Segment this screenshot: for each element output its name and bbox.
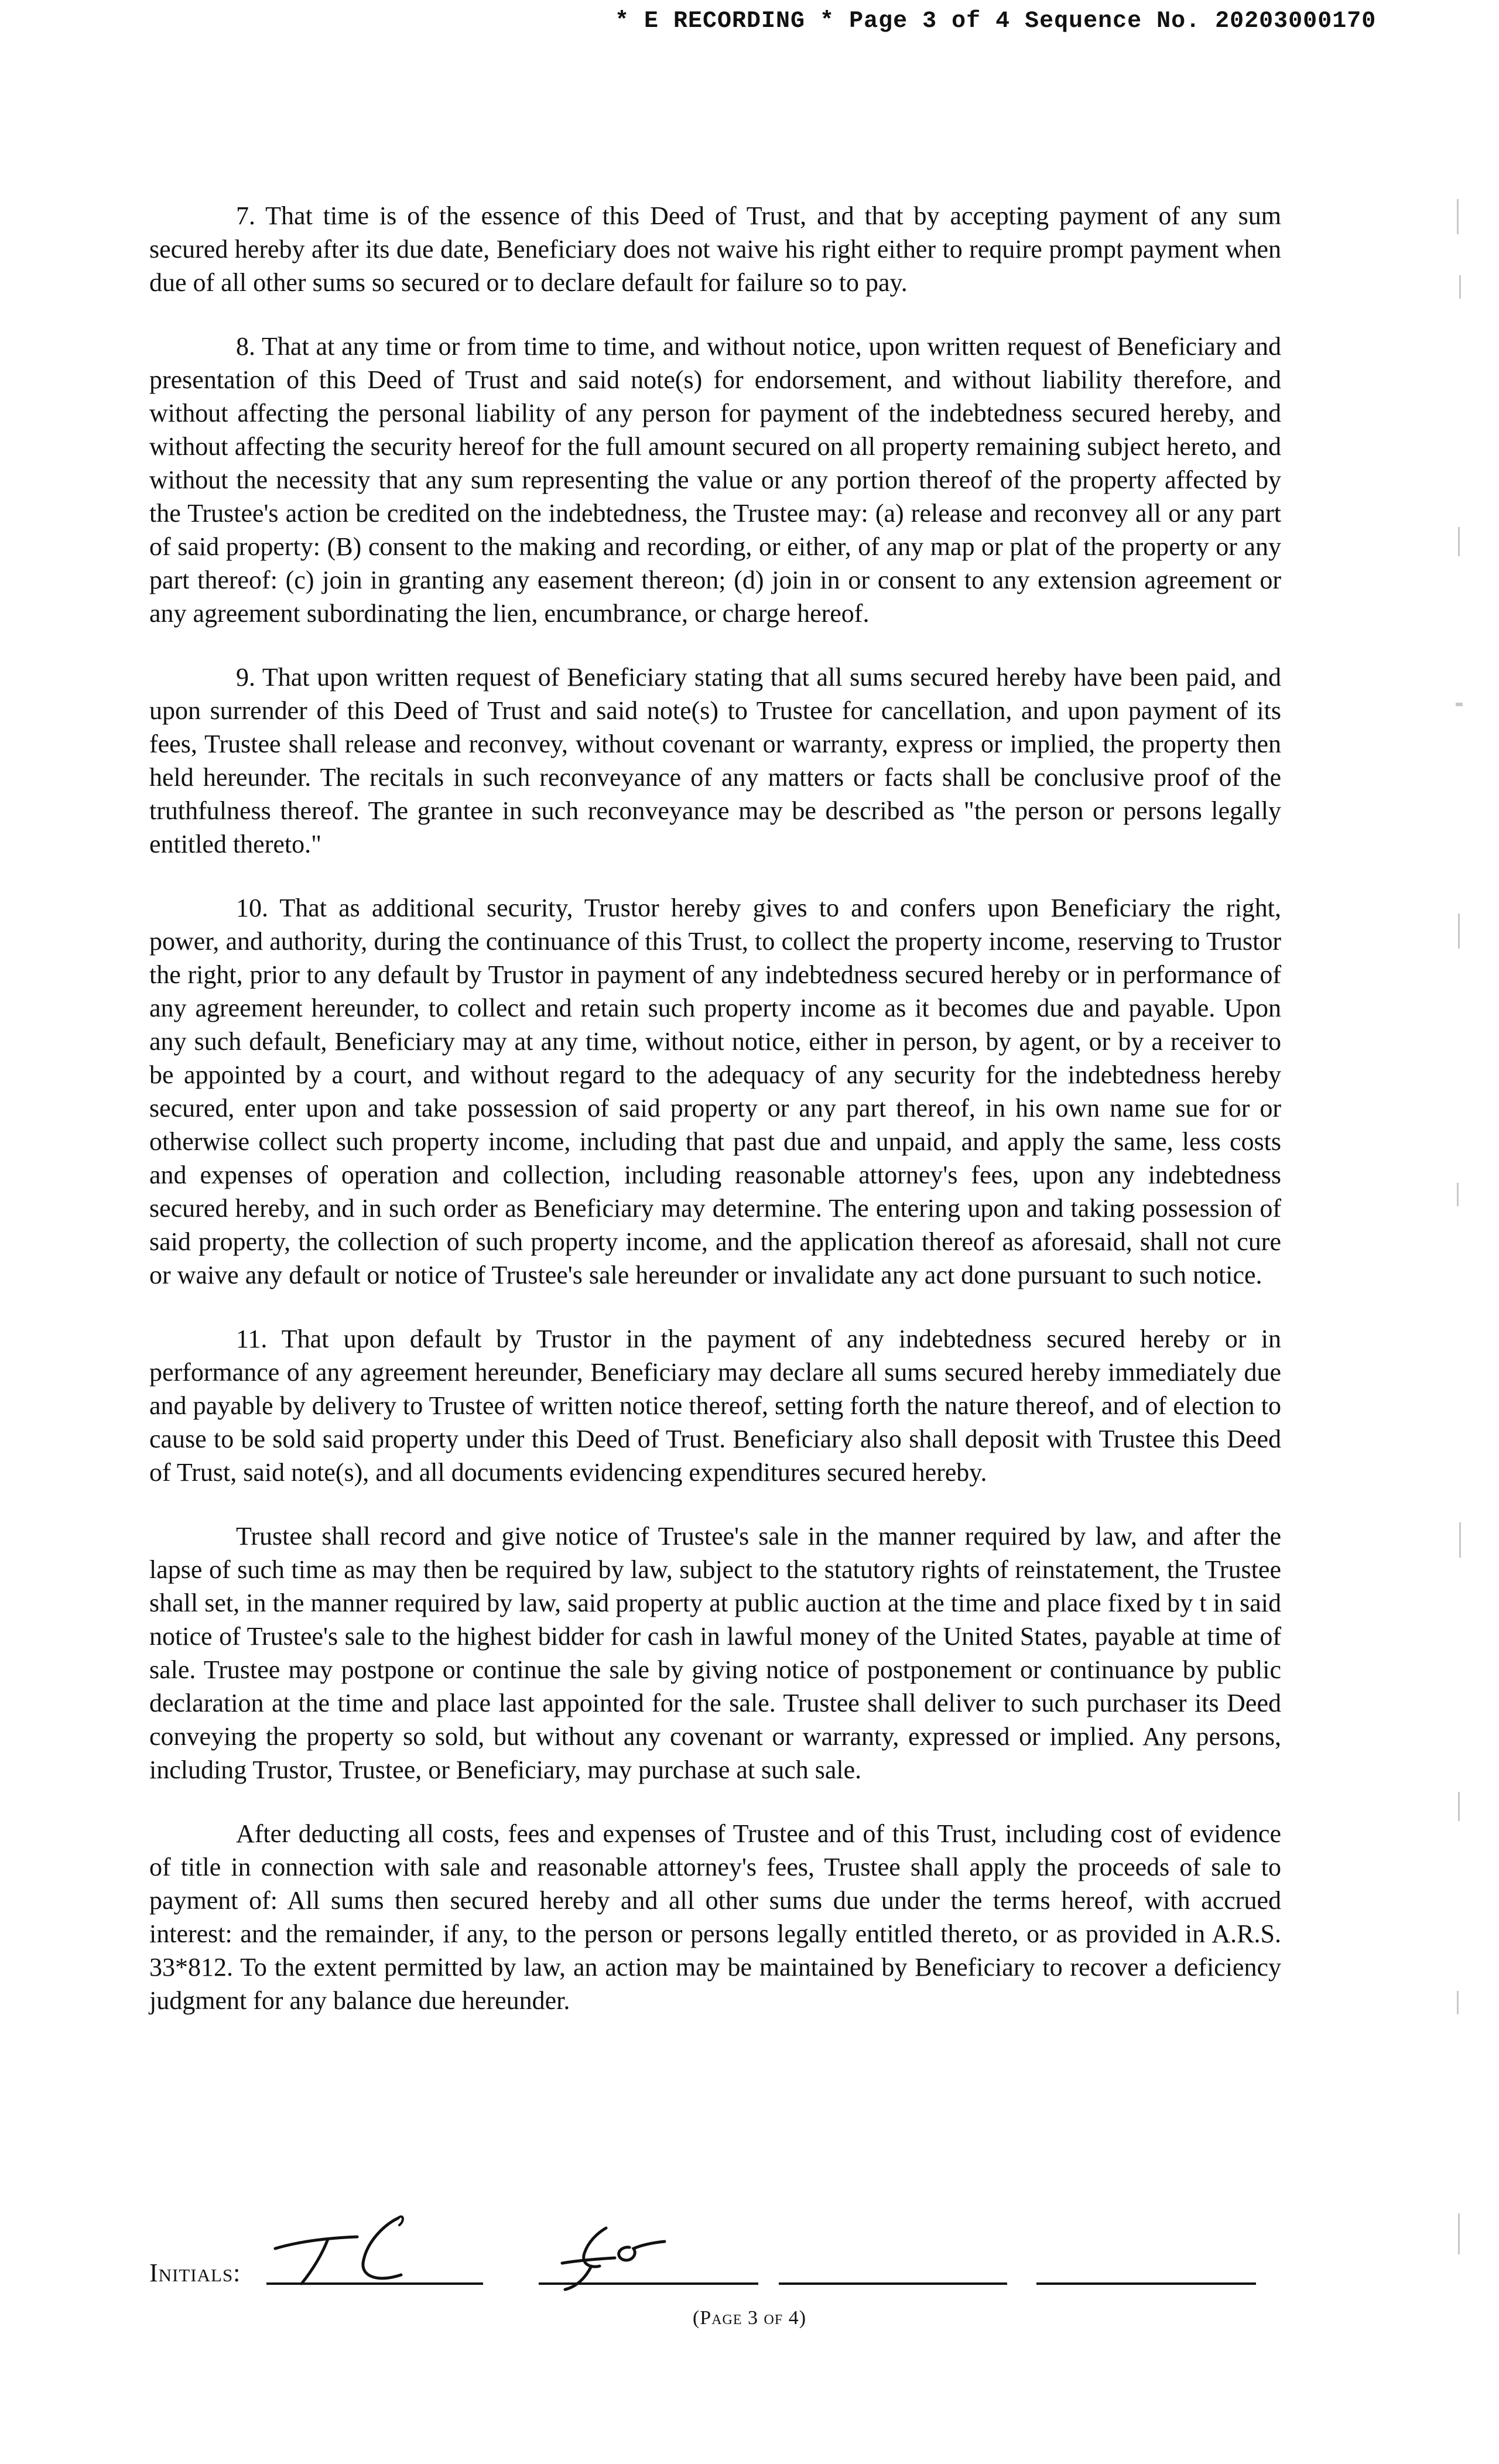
recording-header: * E RECORDING * Page 3 of 4 Sequence No. 20203000170 bbox=[615, 8, 1377, 35]
paragraph-trustee-sale: Trustee shall record and give notice of Trustee's sale in the manner required by law, and after the lapse of such time as may then be required by law, subject to the statutory rights of reinstatement, the Trustee shall set, in the manner required by law, said property at public auction at the time and place fixed by t in said notice of Trustee's sale to the highest bidder for cash in lawful money of the United States, payable at time of sale. Trustee may postpone or continue the sale by giving notice of postponement or continuance by public declaration at the time and place last appointed for the sale. Trustee shall deliver to such purchaser its Deed conveying the property so sold, but without any covenant or warranty, expressed or implied. Any persons, including Trustor, Trustee, or Beneficiary, may purchase at such sale. bbox=[149, 1522, 1281, 1784]
initials-line-3 bbox=[779, 2282, 1007, 2285]
initials-row bbox=[149, 2208, 1291, 2290]
paragraph-8: 8. That at any time or from time to time, and without notice, upon written request of Beneficiary and presentation of this Deed of Trust and said note(s) for endorsement, and without liability therefore, and without affecting the personal liability of any person for payment of the indebtedness secured hereby, and without affecting the security hereof for the full amount secured on all property remaining subject hereto, and without the necessity that any sum representing the value or any portion thereof of the property affected by the Trustee's action be credited on the indebtedness, the Trustee may: (a) release and reconvey all or any part of said property: (B) consent to the making and recording, or either, of any map or plat of the property or any part thereof: (c) join in granting any easement thereon; (d) join in or consent to any extension agreement or any agreement subordinating the lien, encumbrance, or charge hereof. bbox=[149, 332, 1281, 628]
initials-line-4 bbox=[1036, 2282, 1256, 2285]
deed-body bbox=[149, 199, 1281, 2017]
initials-line-2 bbox=[539, 2282, 758, 2285]
paragraph-sale-proceeds: After deducting all costs, fees and expenses of Trustee and of this Trust, including cost of evidence of title in connection with sale and reasonable attorney's fees, Trustee shall apply the proceeds of sale to payment of: All sums then secured hereby and all other sums due under the terms hereof, with accrued interest: and the remainder, if any, to the person or persons legally entitled thereto, or as provided in A.R.S. 33*812. To the extent permitted by law, an action may be maintained by Beneficiary to recover a deficiency judgment for any balance due hereunder. bbox=[149, 1819, 1281, 2015]
initials-label: Initials: bbox=[149, 2258, 241, 2287]
paragraph-7: 7. That time is of the essence of this Deed of Trust, and that by accepting payment of any sum secured hereby after its due date, Beneficiary does not waive his right either to require prompt payment when due of all other sums so secured or to declare default for failure so to pay. bbox=[149, 201, 1281, 297]
paragraph-10: 10. That as additional security, Trustor hereby gives to and confers upon Beneficiary the right, power, and authority, during the continuance of this Trust, to collect the property income, reserving to Trustor the right, prior to any default by Trustor in payment of any indebtedness secured hereby or in performance of any agreement hereunder, to collect and retain such property income as it becomes due and payable. Upon any such default, Beneficiary may at any time, without notice, either in person, by agent, or by a receiver to be appointed by a court, and without regard to the adequacy of any security for the indebtedness hereby secured, enter upon and take possession of said property or any part thereof, in his own name sue for or otherwise collect such property income, including that past due and unpaid, and apply the same, less costs and expenses of operation and collection, including reasonable attorney's fees, upon any indebtedness secured hereby, and in such order as Beneficiary may determine. The entering upon and taking possession of said property, the collection of such property income, and the application thereof as aforesaid, shall not cure or waive any default or notice of Trustee's sale hereunder or invalidate any act done pursuant to such notice. bbox=[149, 894, 1281, 1289]
page-number-footer: (Page 3 of 4) bbox=[692, 2307, 807, 2329]
paragraph-9: 9. That upon written request of Beneficiary stating that all sums secured hereby have been paid, and upon surrender of this Deed of Trust and said note(s) to Trustee for cancellation, and upon payment of its fees, Trustee shall release and reconvey, without covenant or warranty, express or implied, the property then held hereunder. The recitals in such reconveyance of any matters or facts shall be conclusive proof of the truthfulness thereof. The grantee in such reconveyance may be described as "the person or persons legally entitled thereto." bbox=[149, 663, 1281, 858]
initials-signature-1 bbox=[263, 2208, 486, 2290]
paragraph-11: 11. That upon default by Trustor in the payment of any indebtedness secured hereby or in performance of any agreement hereunder, Beneficiary may declare all sums secured hereby immediately due and payable by delivery to Trustee of written notice thereof, setting forth the nature thereof, and of election to cause to be sold said property under this Deed of Trust. Beneficiary also shall deposit with Trustee this Deed of Trust, said note(s), and all documents evidencing expenditures secured hereby. bbox=[149, 1325, 1281, 1487]
initials-line-1 bbox=[266, 2282, 483, 2285]
